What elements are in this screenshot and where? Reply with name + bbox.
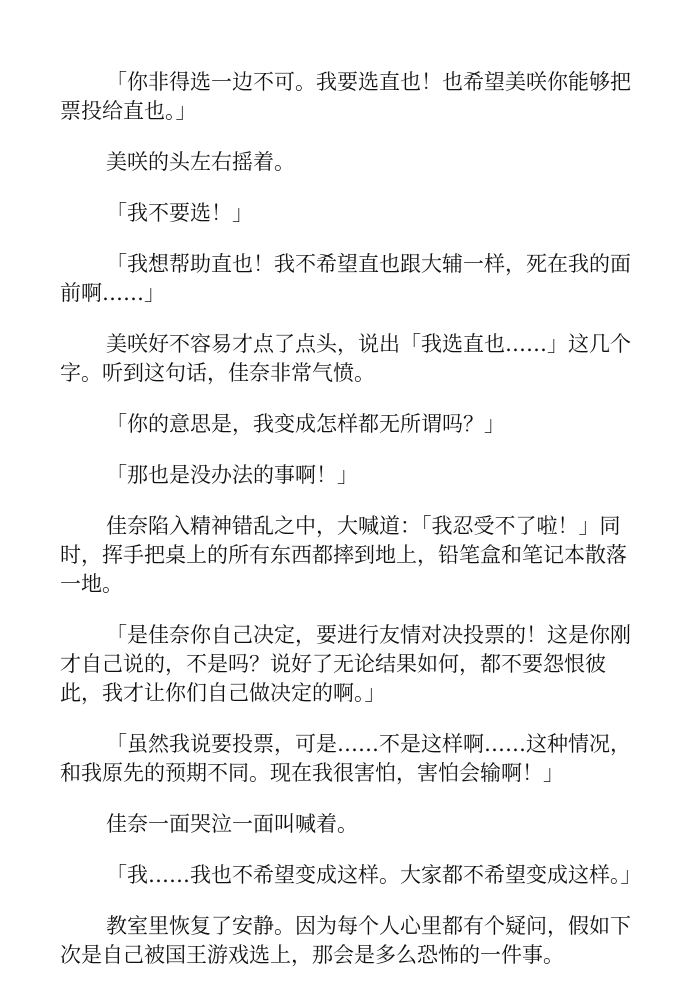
paragraph: 美咲好不容易才点了点头，说出「我选直也……」这几个字。听到这句话，佳奈非常气愤。: [60, 332, 631, 385]
paragraph: 「是佳奈你自己决定，要进行友情对决投票的！这是你刚才自己说的，不是吗？说好了无论结果如何，都不要怨恨彼此，我才让你们自己做决定的啊。」: [60, 623, 631, 705]
paragraph: 「我想帮助直也！我不希望直也跟大辅一样，死在我的面前啊……」: [60, 252, 631, 305]
paragraph: 「你非得选一边不可。我要选直也！也希望美咲你能够把票投给直也。」: [60, 70, 631, 123]
paragraph: 「我不要选！」: [106, 201, 253, 225]
paragraph: 「我……我也不希望变成这样。大家都不希望变成这样。」: [106, 863, 642, 887]
paragraph: 「你的意思是，我变成怎样都无所谓吗？」: [106, 412, 505, 436]
paragraph: 「虽然我说要投票，可是……不是这样啊……这种情况，和我原先的预期不同。现在我很害怕，害怕会输啊！」: [60, 732, 631, 785]
paragraph: 美咲的头左右摇着。: [106, 150, 295, 174]
page-body: [60, 68, 640, 992]
paragraph: 教室里恢复了安静。因为每个人心里都有个疑问，假如下次是自己被国王游戏选上，那会是多么恐怖的一件事。: [60, 914, 631, 967]
paragraph: 「那也是没办法的事啊！」: [106, 463, 358, 487]
paragraph: 佳奈一面哭泣一面叫喊着。: [106, 812, 358, 836]
paragraph: 佳奈陷入精神错乱之中，大喊道：「我忍受不了啦！」同时，挥手把桌上的所有东西都摔到地上，铅笔盒和笔记本散落一地。: [60, 514, 627, 596]
